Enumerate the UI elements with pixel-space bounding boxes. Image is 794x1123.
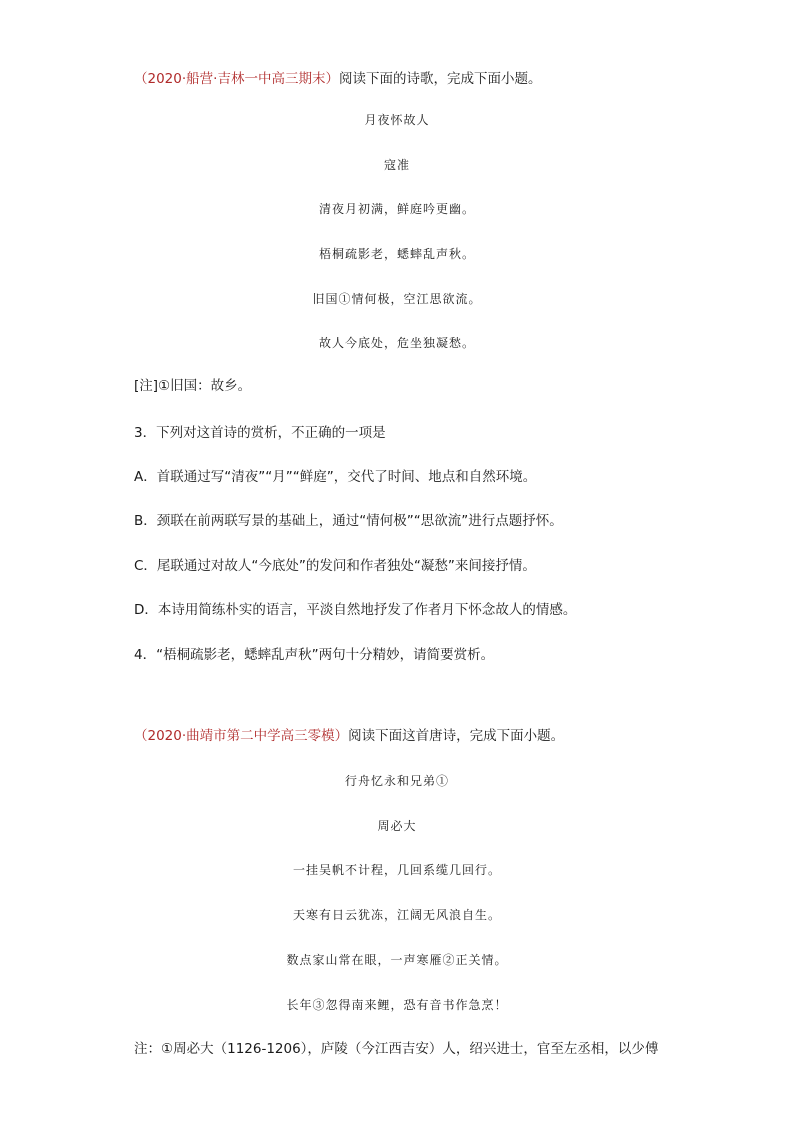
- source-tag: （2020·曲靖市第二中学高三零模）: [134, 728, 349, 744]
- question-4: 4．“梧桐疏影老，蟋蟀乱声秋”两句十分精妙，请简要赏析。: [134, 647, 495, 663]
- section-intro: 阅读下面这首唐诗，完成下面小题。: [348, 728, 565, 744]
- annotation-note: [注]①旧国：故乡。: [134, 378, 252, 394]
- poem-author: 寇准: [383, 158, 410, 172]
- option-c: C．尾联通过对故人“今底处”的发问和作者独处“凝愁”来间接抒情。: [134, 558, 536, 574]
- poem-line: 清夜月初满，鲜庭吟更幽。: [318, 202, 475, 216]
- option-b: B．颈联在前两联写景的基础上，通过“情何极”“思欲流”进行点题抒怀。: [134, 513, 563, 529]
- poem-author: 周必大: [377, 819, 417, 833]
- poem-line: 旧国①情何极，空江思欲流。: [312, 292, 482, 306]
- option-a: A．首联通过写“清夜”“月”“鲜庭”，交代了时间、地点和自然环境。: [134, 469, 537, 485]
- option-d: D．本诗用简练朴实的语言，平淡自然地抒发了作者月下怀念故人的情感。: [134, 602, 577, 618]
- poem-line: 故人今底处，危坐独凝愁。: [318, 336, 475, 350]
- source-tag: （2020·船营·吉林一中高三期末）: [134, 71, 339, 87]
- poem-line: 天寒有日云犹冻，江阔无风浪自生。: [292, 908, 501, 922]
- poem-line: 长年③忽得南来鲤，恐有音书作急烹！: [286, 998, 508, 1012]
- poem-line: 一挂吴帆不计程，几回系缆几回行。: [292, 863, 501, 877]
- poem-line: 梧桐疏影老，蟋蟀乱声秋。: [318, 247, 475, 261]
- section-2-heading: [134, 727, 564, 745]
- poem-title: 行舟忆永和兄弟①: [344, 774, 449, 788]
- question-3: 3．下列对这首诗的赏析，不正确的一项是: [134, 425, 386, 441]
- section-intro: 阅读下面的诗歌，完成下面小题。: [338, 71, 542, 87]
- annotation-note: 注：①周必大（1126-1206），庐陵（今江西吉安）人，绍兴进士，官至左丞相，以少傅: [134, 1041, 659, 1057]
- poem-line: 数点家山常在眼，一声寒雁②正关情。: [286, 953, 508, 967]
- section-1-heading: [134, 70, 541, 88]
- poem-title: 月夜怀故人: [364, 113, 430, 127]
